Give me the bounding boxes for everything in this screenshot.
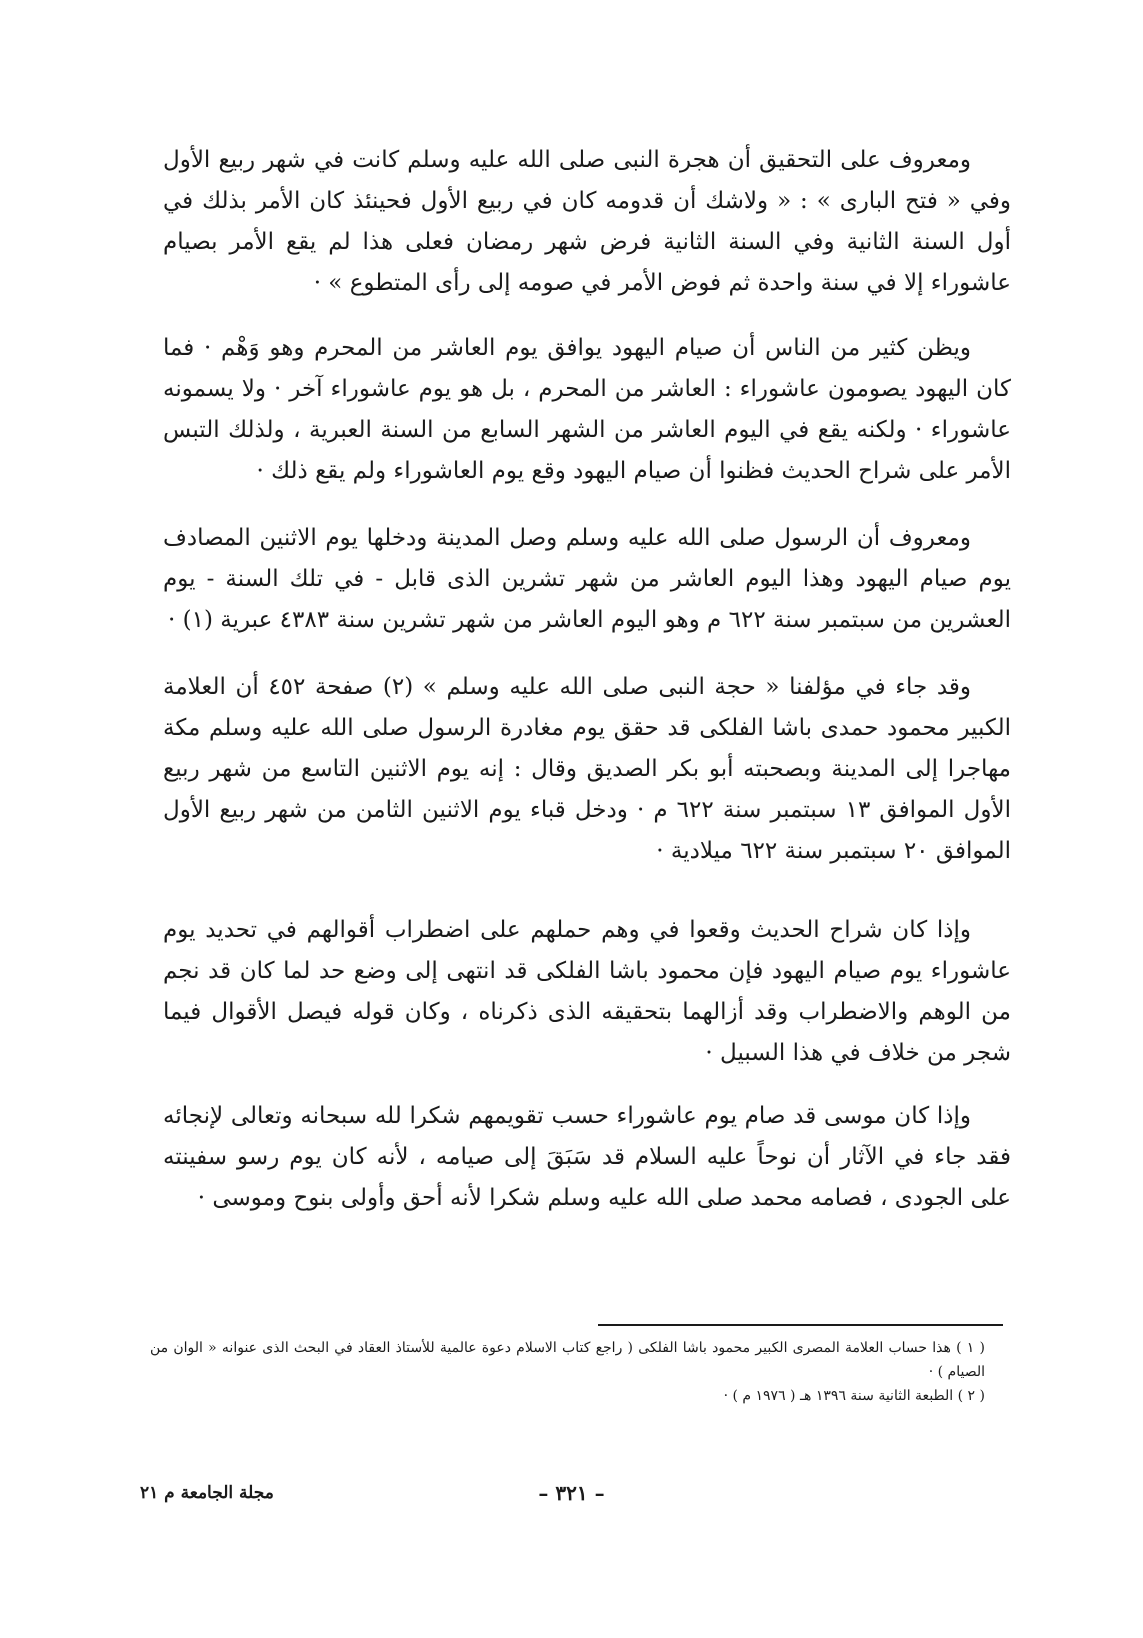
page-footer [140,1478,1003,1510]
paragraph-1: ومعروف على التحقيق أن هجرة النبى صلى الله عليه وسلم كانت في شهر ربيع الأول وفي « فتح البارى » : « ولاشك أن قدومه كان في ربيع الأول فحينئذ كان الأمر بذلك في أول السنة الثانية وفي السنة الثانية فرض شهر رمضان فعلى هذا لم يقع الأمر بصيام عاشوراء إلا في سنة واحدة ثم فوض الأمر في صومه إلى رأى المتطوع » · [163,147,1011,296]
paragraph-3: ومعروف أن الرسول صلى الله عليه وسلم وصل المدينة ودخلها يوم الاثنين المصادف يوم صيام اليهود وهذا اليوم العاشر من شهر تشرين الذى قابل - في تلك السنة - يوم العشرين من سبتمبر سنة ٦٢٢ م وهو اليوم العاشر من شهر تشرين سنة ٤٣٨٣ عبرية (١) · [163,525,1011,633]
page-number: – ٣٢١ – [538,1481,605,1505]
footnotes [150,1336,1003,1408]
footnote-divider [598,1324,1003,1326]
paragraph-5: وإذا كان شراح الحديث وقعوا في وهم حملهم على اضطراب أقوالهم في تحديد يوم عاشوراء يوم صيام اليهود فإن محمود باشا الفلكى قد انتهى إلى وضع حد لما كان قد نجم من الوهم والاضطراب وقد أزالهما بتحقيقه الذى ذكرناه ، وكان قوله فيصل الأقوال فيما شجر من خلاف في هذا السبيل · [163,917,1011,1066]
footnote-1: ( ١ ) هذا حساب العلامة المصرى الكبير محمود باشا الفلكى ( راجع كتاب الاسلام دعوة عالمية للأستاذ العقاد في البحث الذى عنوانه « الوان من الصيام ) · [150,1340,985,1380]
paragraph-6: وإذا كان موسى قد صام يوم عاشوراء حسب تقويمهم شكرا لله سبحانه وتعالى لإنجائه فقد جاء في الآثار أن نوحاً عليه السلام قد سَبَقَ إلى صيامه ، لأنه كان يوم رسو سفينته على الجودى ، فصامه محمد صلى الله عليه وسلم شكرا لأنه أحق وأولى بنوح وموسى · [163,1103,1011,1211]
journal-name: مجلة الجامعة م ٢١ [140,1483,274,1503]
paragraph-2: ويظن كثير من الناس أن صيام اليهود يوافق يوم العاشر من المحرم وهو وَهْم · فما كان اليهود يصومون عاشوراء : العاشر من المحرم ، بل هو يوم عاشوراء آخر · ولا يسمونه عاشوراء · ولكنه يقع في اليوم العاشر من الشهر السابع من السنة العبرية ، ولذلك التبس الأمر على شراح الحديث فظنوا أن صيام اليهود وقع يوم العاشوراء ولم يقع ذلك · [163,335,1011,484]
footnote-2: ( ٢ ) الطبعة الثانية سنة ١٣٩٦ هـ ( ١٩٧٦ م ) · [723,1388,985,1404]
paragraph-4: وقد جاء في مؤلفنا « حجة النبى صلى الله عليه وسلم » (٢) صفحة ٤٥٢ أن العلامة الكبير محمود حمدى باشا الفلكى قد حقق يوم مغادرة الرسول صلى الله عليه وسلم مكة مهاجرا إلى المدينة وبصحبته أبو بكر الصديق وقال : إنه يوم الاثنين التاسع من شهر ربيع الأول الموافق ١٣ سبتمبر سنة ٦٢٢ م · ودخل قباء يوم الاثنين الثامن من شهر ربيع الأول الموافق ٢٠ سبتمبر سنة ٦٢٢ ميلادية · [163,674,1011,864]
article-body [163,140,1011,1219]
